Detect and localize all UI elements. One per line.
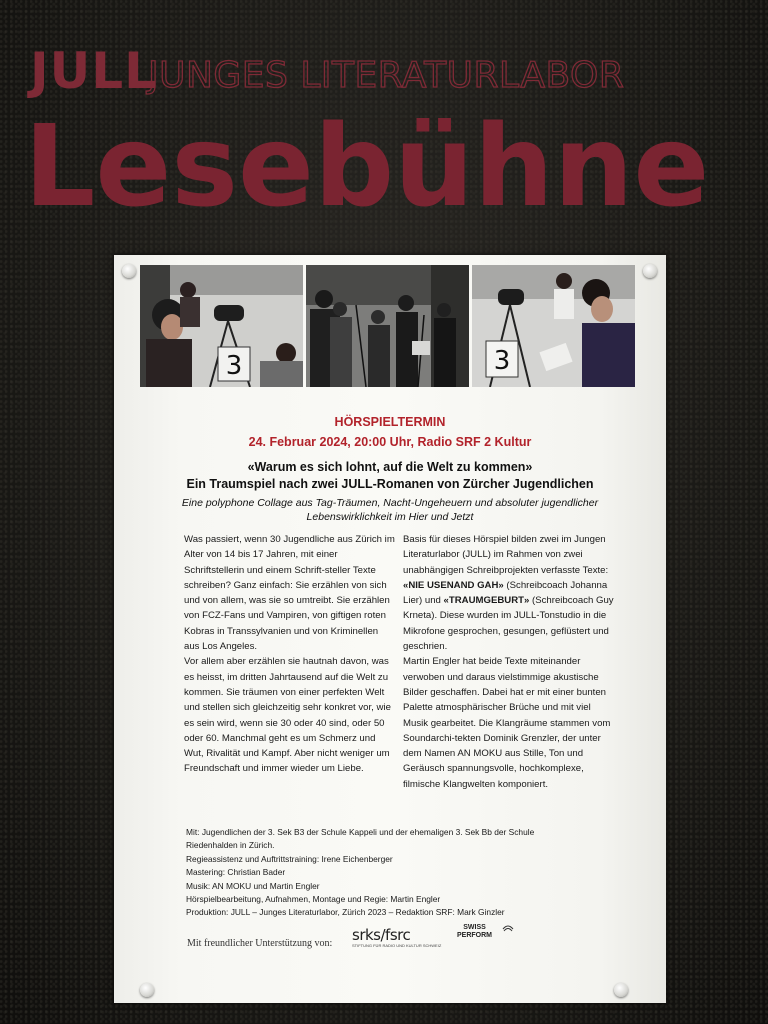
text-span: (Schreibcoach Guy Krneta). Diese wurden im JULL-Tonstudio in die Mikrofone gesprochen, gesungen, geflüstert und geschrien. — [403, 595, 614, 653]
paragraph — [403, 532, 615, 654]
sponsor-swissperform-line2: PERFORM — [457, 932, 492, 939]
text-span: (Schreibcoach Johanna Lier) und — [403, 579, 608, 607]
credit-line: Hörspielbearbeitung, Aufnahmen, Montage und Regie: Martin Engler — [186, 894, 441, 905]
photo-recording-group — [306, 265, 469, 387]
credit-line: Produktion: JULL – Junges Literaturlabor, Zürich 2023 – Redaktion SRF: Mark Ginzler — [186, 907, 505, 918]
wall-subtitle: JUNGES LITERATURLABOR — [148, 55, 625, 96]
pushpin — [140, 983, 154, 997]
credit-line: Regieassistenz und Auftrittstraining: Irene Eichenberger — [186, 853, 393, 864]
play-subtitle: Ein Traumspiel nach zwei JULL-Romanen von Zürcher Jugendlichen — [186, 477, 594, 491]
photo-recording-girl-left — [140, 265, 303, 387]
poster — [114, 255, 666, 1003]
pushpin — [122, 264, 136, 278]
wall-title: Lesebühne — [24, 102, 710, 232]
sponsor-srks-logo — [352, 926, 441, 948]
description-right-column — [403, 532, 615, 792]
credit-line: Musik: AN MOKU und Martin Engler — [186, 880, 320, 891]
sponsor-srks-tagline: STIFTUNG FÜR RADIO UND KULTUR SCHWEIZ — [352, 943, 442, 948]
credit-line: Mit: Jugendlichen der 3. Sek B3 der Schule Kappeli und der ehemaligen 3. Sek Bb der Schule — [186, 827, 535, 837]
event-heading: HÖRSPIELTERMIN — [334, 415, 446, 429]
credit-line: Mastering: Christian Bader — [186, 867, 286, 878]
pushpin — [614, 983, 628, 997]
svg-text:3: 3 — [225, 351, 243, 381]
credits-block — [186, 826, 606, 920]
event-date: 24. Februar 2024, 20:00 Uhr, Radio SRF 2 Kultur — [248, 435, 532, 449]
sponsor-srks-name: srks/fsrc — [352, 926, 411, 944]
paragraph: Was passiert, wenn 30 Jugendliche aus Zürich im Alter von 14 bis 17 Jahren, mit einer Schriftstellerin und einem Schrift-steller Texte schreiben? Ganz einfach: Sie erzählen von sich und von allem, was sie so umtreibt. Sie erzählen von FCZ-Fans und Vampiren, von giftigen roten Kobras in Transsylvanien und von Kriminellen aus Los Angeles. — [184, 534, 395, 653]
play-tagline: Eine polyphone Collage aus Tag-Träumen, Nacht-Ungeheuern und absoluter jugendlicher Lebenswirklichkeit im Hier und Jetzt — [181, 497, 599, 523]
svg-text:3: 3 — [493, 346, 511, 376]
text-span: Basis für dieses Hörspiel bilden zwei im Jungen Literaturlabor (JULL) im Rahmen von zwei unabhängigen Schreibprojekten verfasste Texte: — [403, 534, 609, 576]
wall-brand-jull: JULL — [30, 42, 157, 100]
paragraph: Vor allem aber erzählen sie hautnah davon, was es heisst, im dritten Jahrtausend auf die Welt zu kommen. Sie träumen von einer perfekten Welt und stellen sich gleichzeitig sehr konkret vor, wie es sein wird, wenn sie 30 oder 40 sind, oder 50 oder 60. Manchmal geht es um Schmerz und Wut, Rivalität und Kampf. Aber nicht weniger um Freundschaft und immer wieder um Liebe. — [184, 656, 391, 775]
photo-strip — [140, 265, 635, 387]
description-left-column — [184, 532, 396, 777]
play-title: «Warum es sich lohnt, auf die Welt zu kommen» — [247, 460, 533, 474]
pushpin — [643, 264, 657, 278]
paragraph: Martin Engler hat beide Texte miteinander verwoben und daraus vielstimmige akustische Bilder geschaffen. Dabei hat er mit einer bunten Palette atmosphärischer Brüche und mit viel Musik gearbeitet. Die Klangräume stammen vom Soundarchi-tekten Dominik Grenzler, der unter dem Namen AN MOKU aus Stille, Ton und Geräusch spannungsvolle, hochkomplexe, filmische Klangwelten komponiert. — [403, 656, 611, 790]
credit-line: Riedenhalden in Zürich. — [186, 840, 275, 851]
support-label: Mit freundlicher Unterstützung von: — [187, 938, 333, 949]
source-title-1: «NIE USENAND GAH» — [403, 579, 504, 591]
sponsor-swissperform-logo — [457, 924, 492, 940]
sponsor-swissperform-line1: SWISS — [463, 924, 486, 931]
source-title-2: «TRAUMGEBURT» — [443, 595, 530, 607]
swissperform-swirl-icon — [501, 922, 515, 936]
photo-recording-girl-right — [472, 265, 635, 387]
